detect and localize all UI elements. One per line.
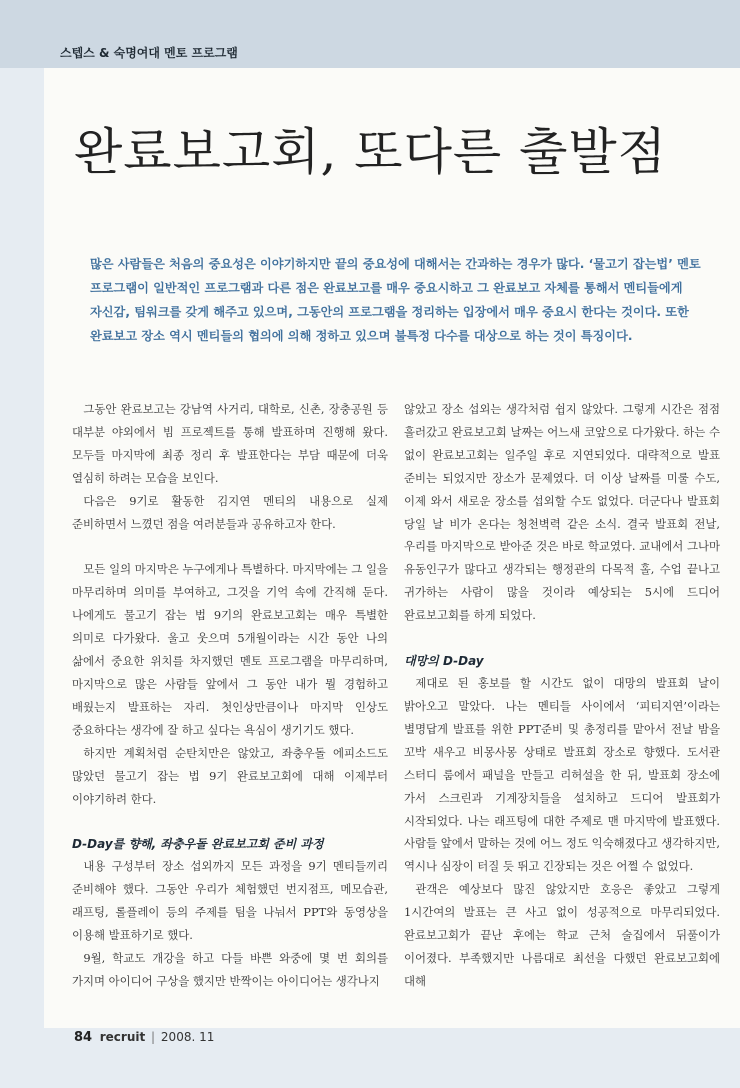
paragraph: 제대로 된 홍보를 할 시간도 없이 대망의 발표회 날이 밝아오고 말았다. 나는 멘티들 사이에서 ‘피티지연’이라는 별명답게 발표를 위한 PPT준비 및 총정리를 맡아서 전날 밤을 꼬박 새우고 비몽사몽 상태로 발표회 장소로 향했다. 도서관 스터디 룸에서 패널을 만들고 리허설을 한 뒤, 발표회 장소에 가서 스크린과 기계장치들을 설치하고 드디어 발표회가 시작되었다. 나는 래프팅에 대한 주제로 맨 마지막에 발표했다. 사람들 앞에서 말하는 것에 어느 정도 익숙해졌다고 생각하지만, 역시나 심장이 터질 듯 뛰고 긴장되는 것은 어쩔 수 없었다. <box>404 676 720 874</box>
paragraph-gap <box>404 627 720 650</box>
paragraph: 그동안 완료보고는 강남역 사거리, 대학로, 신촌, 장충공원 등 대부분 야외에서 빔 프로젝트를 통해 발표하며 진행해 왔다. 모두들 마지막에 최종 정리 후 발표한다는 부담 때문에 더욱 열심히 하려는 모습을 보인다. <box>72 402 388 485</box>
article-title: 완료보고회, 또다른 출발점 <box>74 123 667 181</box>
paragraph: 하지만 계획처럼 순탄치만은 않았고, 좌충우돌 에피소드도 많았던 물고기 잡는 법 9기 완료보고회에 대해 이제부터 이야기하려 한다. <box>72 745 388 806</box>
paragraph: 내용 구성부터 장소 섭외까지 모든 과정을 9기 멘티들끼리 준비해야 했다. 그동안 우리가 체험했던 번지점프, 메모습관, 래프팅, 롤플레이 등의 주제를 팀을 나눠서 PPT와 동영상을 이용해 발표하기로 했다. <box>72 859 388 943</box>
subheading: D-Day를 향해, 좌충우돌 완료보고회 준비 과정 <box>72 837 324 852</box>
paragraph: 모든 일의 마지막은 누구에게나 특별하다. 마지막에는 그 일을 마무리하며 의미를 부여하고, 그것을 기억 속에 간직해 둔다. 나에게도 물고기 잡는 법 9기의 완료보고회는 매우 특별한 의미로 다가왔다. 울고 웃으며 5개월이라는 시간 동안 나의 삶에서 중요한 위치를 차지했던 멘토 프로그램을 마무리하며, 마지막으로 많은 사람들 앞에서 그 동안 내가 뭘 경험하고 배웠는지 발표하는 자리. 첫인상만큼이나 마지막 인상도 중요하다는 생각에 잘 하고 싶다는 욕심이 생기기도 했다. <box>72 562 388 737</box>
paragraph-gap <box>72 535 388 558</box>
left-column <box>72 398 388 993</box>
right-column <box>404 398 720 993</box>
paragraph: 다음은 9기로 활동한 김지연 멘티의 내용으로 실제 준비하면서 느꼈던 점을 여러분들과 공유하고자 한다. <box>72 493 388 531</box>
article-intro: 많은 사람들은 처음의 중요성은 이야기하지만 끝의 중요성에 대해서는 간과하는 경우가 많다. ‘물고기 잡는법’ 멘토 프로그램이 일반적인 프로그램과 다른 점은 완료보고를 매우 중요시하고 그 완료보고 자체를 통해서 멘티들에게 자신감, 팀워크를 갖게 해주고 있으며, 그동안의 프로그램을 정리하는 입장에서 매우 중요시 한다는 것이다. 또한 완료보고 장소 역시 멘티들의 협의에 의해 정하고 있으며 불특정 다수를 대상으로 하는 것이 특징이다. <box>90 257 701 343</box>
section-header: 스텝스 & 숙명여대 멘토 프로그램 <box>60 46 238 60</box>
issue-date: 2008. 11 <box>160 1030 215 1044</box>
paragraph: 않았고 장소 섭외는 생각처럼 쉽지 않았다. 그렇게 시간은 점점 흘러갔고 완료보고회 날짜는 어느새 코앞으로 다가왔다. 하는 수 없이 완료보고회는 일주일 후로 지연되었다. 대략적으로 발표 준비는 되었지만 장소가 문제였다. 더 이상 날짜를 미룰 수도, 이제 와서 새로운 장소를 섭외할 수도 없었다. 더군다나 발표회 당일 날 비가 온다는 청천벽력 같은 소식. 결국 발표회 전날, 우리를 마지막으로 받아준 것은 바로 학교였다. 교내에서 그나마 유동인구가 많다고 생각되는 행정관의 다목적 홀, 수업 끝나고 귀가하는 사람이 많을 것이라 예상되는 5시에 드디어 완료보고회를 하게 되었다. <box>404 402 720 623</box>
subheading: 대망의 D-Day <box>404 654 484 669</box>
page-number: 84 <box>74 1030 93 1045</box>
paragraph: 관객은 예상보다 많진 않았지만 호응은 좋았고 그렇게 1시간여의 발표는 큰 사고 없이 성공적으로 마무리되었다. 완료보고회가 끝난 후에는 학교 근처 술집에서 뒤풀이가 이어졌다. 부족했지만 나름대로 최선을 다했던 완료보고회에 대해 <box>404 882 720 988</box>
footer-separator: | <box>151 1030 156 1044</box>
paragraph-gap <box>72 810 388 833</box>
page-footer <box>74 1030 214 1045</box>
paragraph: 9월, 학교도 개강을 하고 다들 바쁜 와중에 몇 번 회의를 가지며 아이디어 구상을 했지만 반짝이는 아이디어는 생각나지 <box>72 951 388 988</box>
magazine-name: recruit <box>99 1030 146 1044</box>
